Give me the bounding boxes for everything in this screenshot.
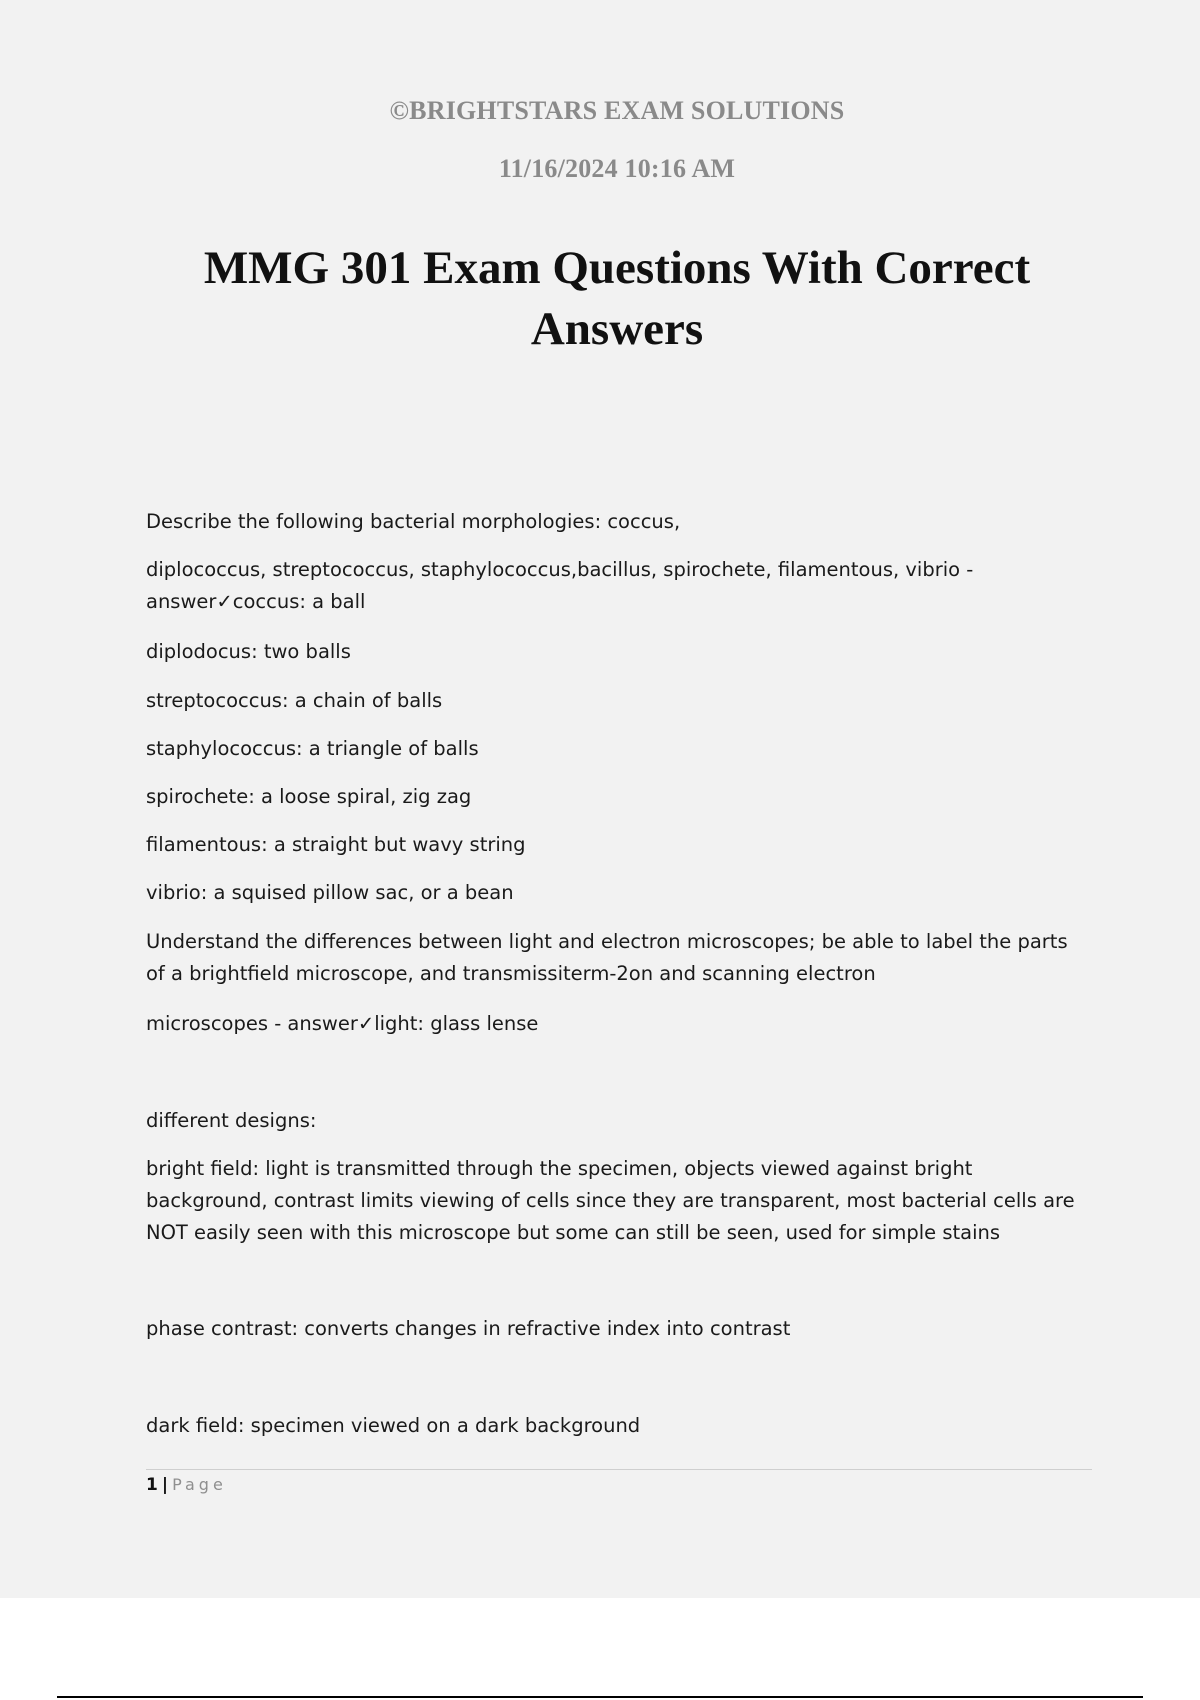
document-title: MMG 301 Exam Questions With Correct Answers [203, 242, 1031, 355]
paragraph-streptococcus: streptococcus: a chain of balls [146, 689, 443, 712]
paragraph-question-1-cont: diplococcus, streptococcus, staphylococcus,bacillus, spirochete, filamentous, vibrio - answer✓coccus: a ball [146, 558, 974, 613]
paragraph-question-1: Describe the following bacterial morphologies: coccus, [146, 510, 681, 533]
paragraph-different-designs: different designs: [146, 1109, 317, 1132]
page-number-footer [146, 1473, 227, 1497]
paragraph-question-2-cont: microscopes - answer✓light: glass lense [146, 1012, 539, 1035]
paragraph-spirochete: spirochete: a loose spiral, zig zag [146, 785, 472, 808]
page-separator: | [161, 1475, 169, 1495]
page-label: Page [172, 1475, 227, 1494]
paragraph-bright-field: bright field: light is transmitted through the specimen, objects viewed against bright background, contrast limits viewing of cells since they are transparent, most bacterial cells are NOT easily seen with this microscope but some can still be seen, used for simple stains [146, 1157, 1075, 1244]
paragraph-staphylococcus: staphylococcus: a triangle of balls [146, 737, 479, 760]
paragraph-filamentous: filamentous: a straight but wavy string [146, 833, 526, 856]
paragraph-question-2: Understand the differences between light and electron microscopes; be able to label the parts of a brightfield microscope, and transmissiterm-2on and scanning electron [146, 930, 1068, 985]
timestamp-header: 11/16/2024 10:16 AM [498, 154, 736, 183]
footer-divider [146, 1469, 1092, 1470]
bottom-divider [57, 1696, 1143, 1698]
paragraph-diplodocus: diplodocus: two balls [146, 640, 351, 663]
paragraph-phase-contrast: phase contrast: converts changes in refractive index into contrast [146, 1317, 791, 1340]
page-number: 1 [146, 1475, 158, 1495]
paragraph-dark-field: dark field: specimen viewed on a dark background [146, 1414, 641, 1437]
paragraph-vibrio: vibrio: a squised pillow sac, or a bean [146, 881, 514, 904]
copyright-header: ©BRIGHTSTARS EXAM SOLUTIONS [389, 96, 845, 125]
